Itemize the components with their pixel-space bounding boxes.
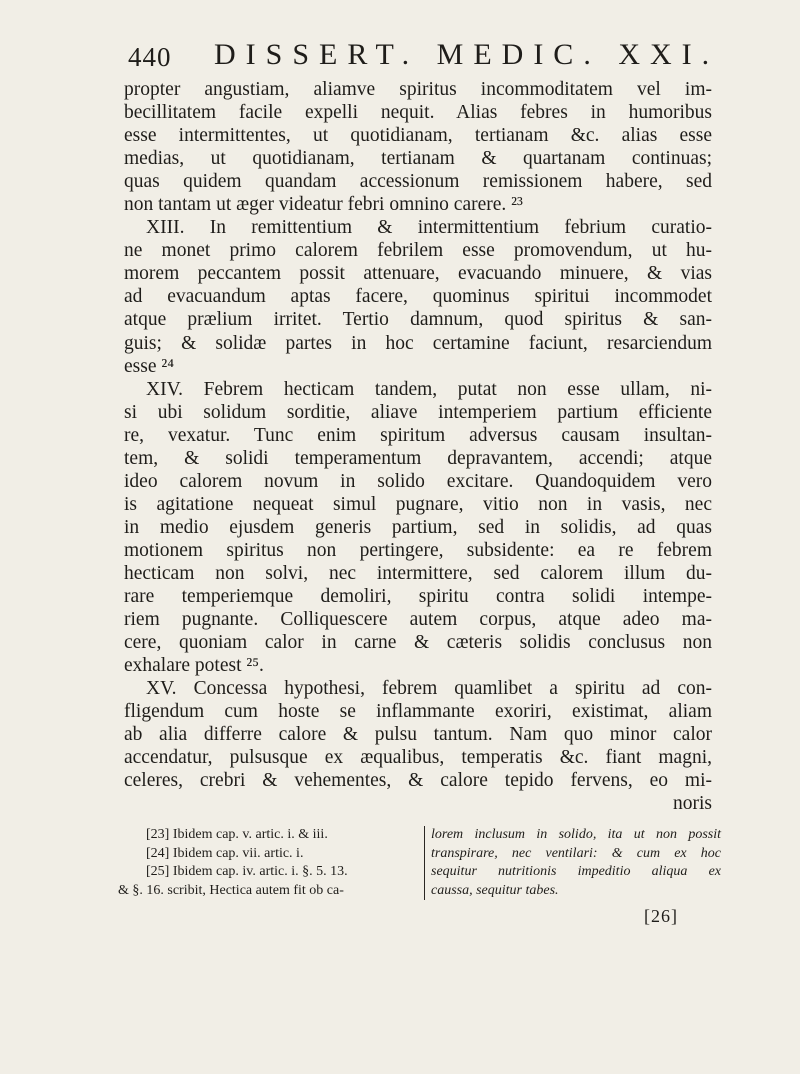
text-line: quas quidem quandam accessionum remissionem habere, sed: [124, 171, 712, 193]
footnote-25: [25] Ibidem cap. iv. artic. i. §. 5. 13.: [146, 864, 348, 879]
footnote-text-line: caussa, sequitur tabes.: [431, 882, 559, 898]
footnote-23: [23] Ibidem cap. v. artic. i. & iii.: [146, 827, 328, 842]
running-title: DISSERT. MEDIC. XXI.: [214, 38, 720, 71]
footnotes-left-column: [118, 826, 418, 900]
section-xiii-start: XIII. In remittentium & intermittentium febrium curatio-: [146, 217, 712, 239]
text-line: tem, & solidi temperamentum depravantem, accendi; atque: [124, 447, 712, 469]
text-line: ne monet primo calorem febrilem esse promovendum, ut hu-: [124, 240, 712, 262]
footnote-24: [24] Ibidem cap. vii. artic. i.: [146, 845, 304, 861]
signature-mark: [26]: [644, 906, 678, 926]
footnotes-right-column: [424, 826, 721, 900]
text-line: propter angustiam, aliamve spiritus incommoditatem vel im-: [124, 79, 712, 100]
text-line: accendatur, pulsusque ex æqualibus, temperatis &c. fiant magni,: [124, 747, 712, 769]
text-line: becillitatem facile expelli nequit. Alias febres in humoribus: [124, 102, 712, 124]
text-line: non tantam ut æger videatur febri omnino carere. ²³: [124, 194, 523, 216]
text-line: cere, quoniam calor in carne & cæteris solidis conclusus non: [124, 632, 712, 654]
footnote-25-continued: & §. 16. scribit, Hectica autem fit ob ca-: [118, 882, 344, 898]
footnote-text-line: lorem inclusum in solido, ita ut non possit: [431, 827, 721, 842]
text-line: exhalare potest ²⁵.: [124, 655, 264, 677]
text-line: re, vexatur. Tunc enim spiritum adversus causam insultan-: [124, 424, 712, 446]
text-line: si ubi solidum sorditie, aliave intemperiem partium efficiente: [124, 401, 712, 423]
text-line: ab alia differre calore & pulsu tantum. Nam quo minor calor: [124, 724, 712, 746]
footnote-text-line: transpirare, nec ventilari: & cum ex hoc: [431, 845, 721, 861]
text-line: rare temperiemque demoliri, spiritu contra solidi intempe-: [124, 586, 712, 608]
text-line: hecticam non solvi, nec intermittere, sed calorem illum du-: [124, 562, 712, 584]
text-line: esse ²⁴: [124, 355, 175, 377]
main-text: [124, 78, 712, 816]
page-header: [128, 38, 718, 78]
text-line: noris: [673, 793, 712, 815]
text-line: ad evacuandum aptas facere, quominus spiritui incommodet: [124, 286, 712, 308]
footnote-text-line: sequitur nutritionis impeditio aliqua ex: [431, 864, 721, 879]
text-line: celeres, crebri & vehementes, & calore tepido fervens, eo mi-: [124, 770, 712, 792]
page-number: 440: [128, 42, 172, 72]
text-line: ideo calorem novum in solido excitare. Quandoquidem vero: [124, 470, 712, 492]
text-line: medias, ut quotidianam, tertianam & quartanam continuas;: [124, 148, 712, 170]
text-line: fligendum cum hoste se inflammante exoriri, existimat, aliam: [124, 701, 712, 723]
text-line: is agitatione nequeat simul pugnare, vitio non in vasis, nec: [124, 493, 712, 515]
text-line: morem peccantem possit attenuare, evacuando minuere, & vias: [124, 263, 712, 285]
text-line: esse intermittentes, ut quotidianam, tertianam &c. alias esse: [124, 125, 712, 147]
text-line: in medio ejusdem generis partium, sed in solidis, ad quas: [124, 516, 712, 538]
text-line: motionem spiritus non pertingere, subsidente: ea re febrem: [124, 539, 712, 561]
section-xiv-start: XIV. Febrem hecticam tandem, putat non esse ullam, ni-: [146, 378, 712, 400]
text-line: atque prælium irritet. Tertio damnum, quod spiritus & san-: [124, 309, 712, 331]
section-xv-start: XV. Concessa hypothesi, febrem quamlibet a spiritu ad con-: [146, 678, 712, 700]
text-line: guis; & solidæ partes in hoc certamine faciunt, resarciendum: [124, 332, 712, 354]
text-line: riem pugnante. Colliquescere autem corpus, atque adeo ma-: [124, 609, 712, 631]
